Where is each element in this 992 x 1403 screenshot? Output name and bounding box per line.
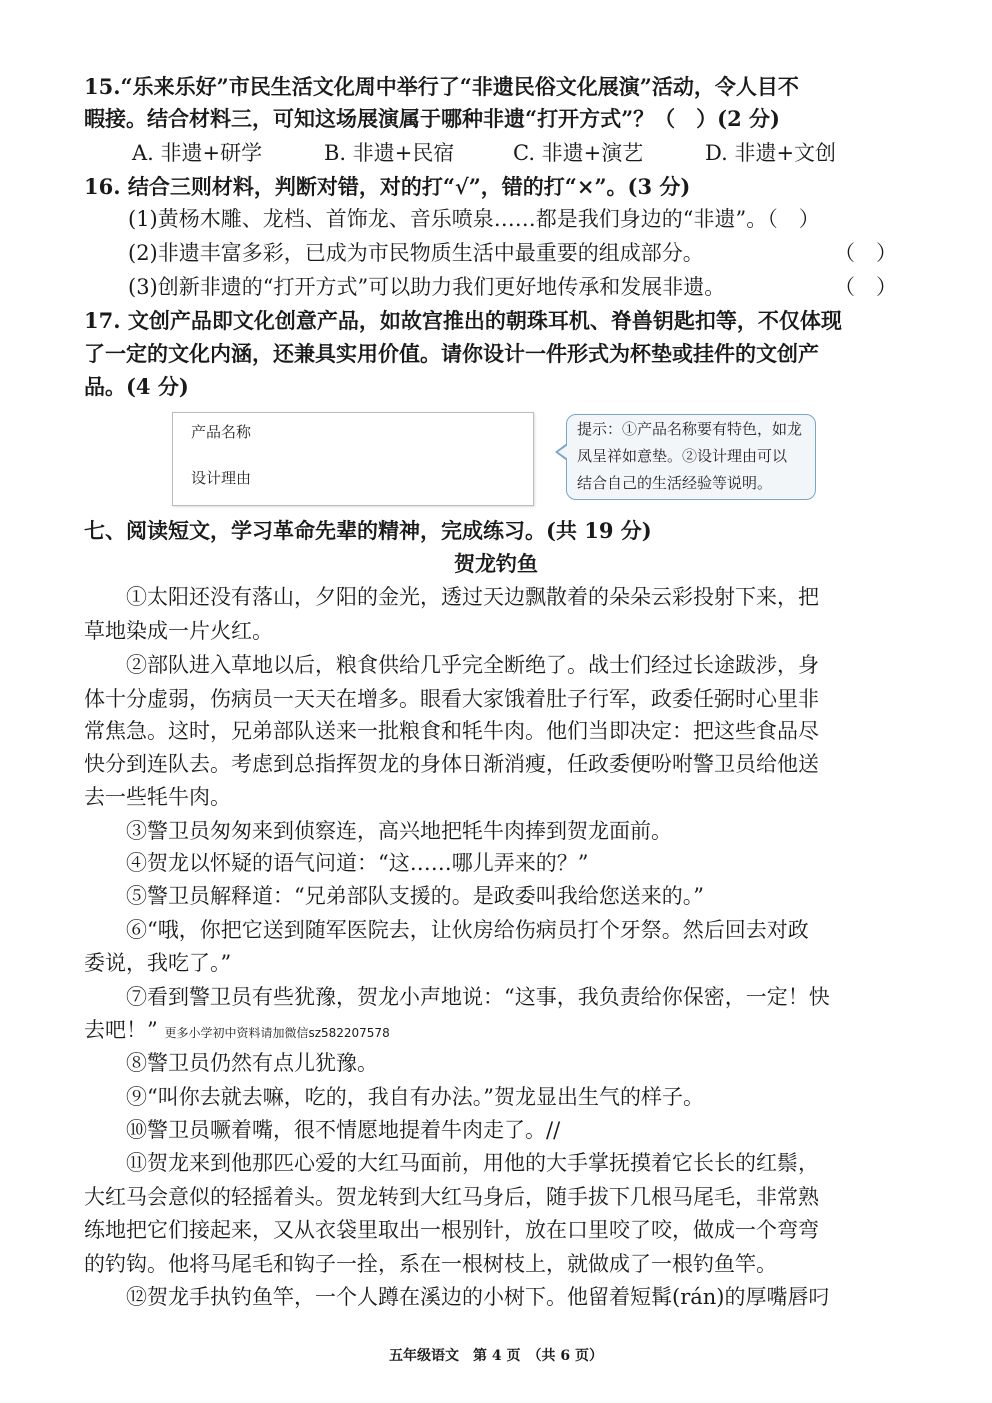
design-reason-label: 设计理由 — [191, 469, 252, 487]
passage-line: ⑧警卫员仍然有点儿犹豫。 — [84, 1051, 378, 1075]
q16-answer-2[interactable]: （ ） — [834, 241, 897, 265]
passage-title: 贺龙钓鱼 — [454, 551, 538, 576]
product-name-label: 产品名称 — [191, 423, 252, 441]
passage-line: ⑦看到警卫员有些犹豫，贺龙小声地说：“这事，我负责给你保密，一定！快 — [84, 985, 830, 1009]
q16-item-3: (3)创新非遗的“打开方式”可以助力我们更好地传承和发展非遗。 — [128, 275, 726, 299]
passage-line: ③警卫员匆匆来到侦察连，高兴地把牦牛肉捧到贺龙面前。 — [84, 819, 672, 843]
passage-line: 快分到连队去。考虑到总指挥贺龙的身体日渐消瘦，任政委便吩咐警卫员给他送 — [84, 752, 819, 776]
q17-line2: 了一定的文化内涵，还兼具实用价值。请你设计一件形式为杯垫或挂件的文创产 — [84, 341, 819, 366]
q17-line1: 17. 文创产品即文化创意产品，如故宫推出的朝珠耳机、脊兽钥匙扣等，不仅体现 — [84, 308, 842, 333]
q16-item-2: (2)非遗丰富多彩，已成为市民物质生活中最重要的组成部分。 — [128, 241, 704, 265]
section-7-heading: 七、阅读短文，学习革命先辈的精神，完成练习。(共 19 分) — [84, 518, 652, 543]
q16-stem: 16. 结合三则材料，判断对错，对的打“√”，错的打“×”。(3 分) — [84, 174, 691, 199]
passage-line: 常焦急。这时，兄弟部队送来一批粮食和牦牛肉。他们当即决定：把这些食品尽 — [84, 719, 819, 743]
passage-line: ④贺龙以怀疑的语气问道：“这……哪儿弄来的？” — [84, 851, 589, 875]
passage-line: ⑫贺龙手执钓鱼竿，一个人蹲在溪边的小树下。他留着短髯(rán)的厚嘴唇叼 — [84, 1285, 830, 1309]
q17-line3: 品。(4 分) — [84, 374, 189, 399]
q15-line1: 15.“乐来乐好”市民生活文化周中举行了“非遗民俗文化展演”活动，令人目不 — [84, 74, 799, 99]
passage-line — [84, 1015, 910, 1048]
passage-line: 练地把它们接起来，又从衣袋里取出一根别针，放在口里咬了咬，做成一个弯弯 — [84, 1218, 819, 1242]
passage-line-text: 去吧！” — [84, 1018, 158, 1042]
page-footer: 五年级语文 第 4 页 （共 6 页） — [389, 1348, 603, 1364]
passage-line: 大红马会意似的轻摇着头。贺龙转到大红马身后，随手拔下几根马尾毛，非常熟 — [84, 1185, 819, 1209]
design-answer-box[interactable] — [172, 412, 534, 506]
watermark-text: 更多小学初中资料请加微信sz582207578 — [164, 1026, 390, 1040]
passage-line: ⑥“哦，你把它送到随军医院去，让伙房给伤病员打个牙祭。然后回去对政 — [84, 918, 809, 942]
passage-line: 体十分虚弱，伤病员一天天在增多。眼看大家饿着肚子行军，政委任弼时心里非 — [84, 687, 819, 711]
passage-line: ②部队进入草地以后，粮食供给几乎完全断绝了。战士们经过长途跋涉，身 — [84, 653, 819, 677]
passage-line: 草地染成一片火红。 — [84, 619, 273, 643]
passage-line: 去一些牦牛肉。 — [84, 785, 231, 809]
q15-option-b: B. 非遗+民宿 — [324, 141, 455, 165]
q16-answer-3[interactable]: （ ） — [834, 275, 897, 299]
passage-line: ⑩警卫员噘着嘴，很不情愿地提着牛肉走了。// — [84, 1118, 561, 1142]
q15-option-d: D. 非遗+文创 — [705, 141, 837, 165]
hint-line-2: 凤呈祥如意垫。②设计理由可以 — [577, 447, 788, 465]
passage-line: ⑤警卫员解释道：“兄弟部队支援的。是政委叫我给您送来的。” — [84, 884, 704, 908]
hint-bubble — [566, 414, 816, 500]
hint-line-1: 提示：①产品名称要有特色，如龙 — [577, 420, 803, 438]
q15-option-a: A. 非遗+研学 — [132, 141, 263, 165]
passage-line: ⑪贺龙来到他那匹心爱的大红马面前，用他的大手掌抚摸着它长长的红鬃， — [84, 1151, 819, 1175]
passage-line: ⑨“叫你去就去嘛，吃的，我自有办法。”贺龙显出生气的样子。 — [84, 1085, 704, 1109]
passage-line: ①太阳还没有落山，夕阳的金光，透过天边飘散着的朵朵云彩投射下来，把 — [84, 585, 819, 609]
passage-line: 委说，我吃了。” — [84, 951, 232, 975]
passage-line: 的钓钩。他将马尾毛和钩子一拴，系在一根树枝上，就做成了一根钓鱼竿。 — [84, 1252, 777, 1276]
hint-line-3: 结合自己的生活经验等说明。 — [577, 474, 773, 492]
q16-item-1: (1)黄杨木雕、龙档、首饰龙、音乐喷泉……都是我们身边的“非遗”。（ ） — [128, 207, 820, 231]
q15-line2: 暇接。结合材料三，可知这场展演属于哪种非遗“打开方式”？（ ）(2 分) — [84, 106, 780, 131]
q15-option-c: C. 非遗+演艺 — [513, 141, 644, 165]
